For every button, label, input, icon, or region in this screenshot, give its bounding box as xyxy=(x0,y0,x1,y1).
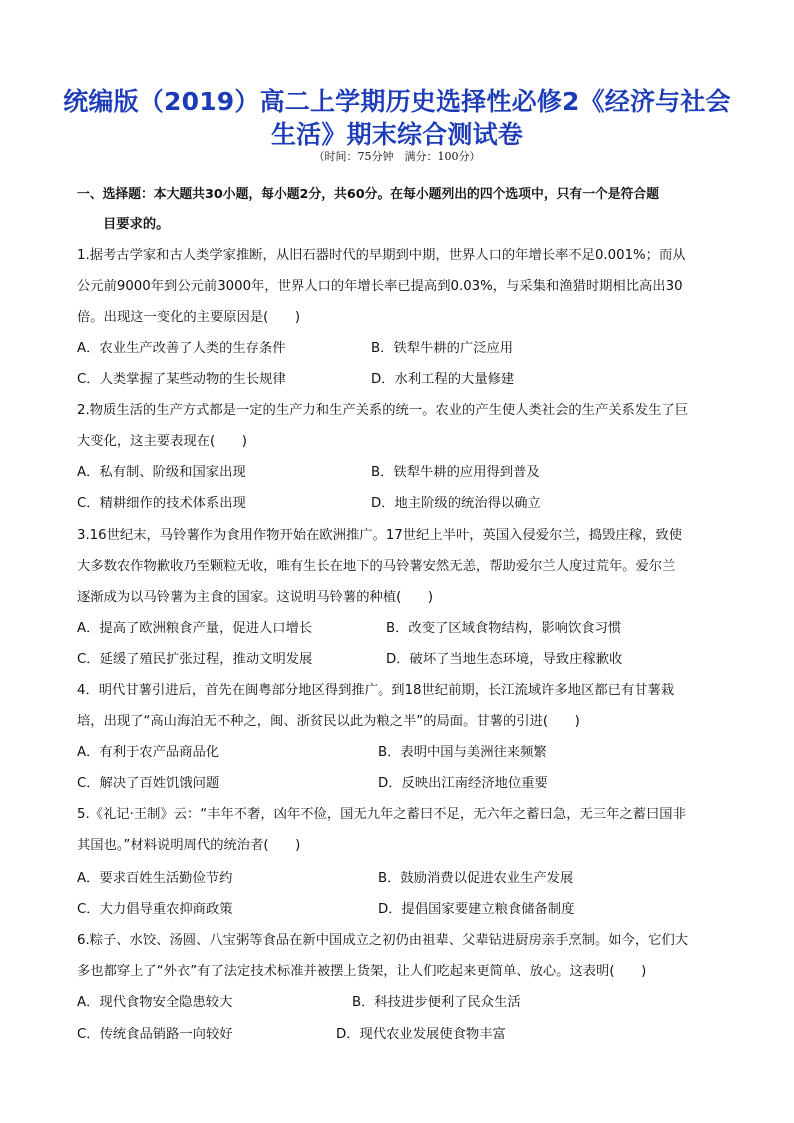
question-4-line-2: 培，出现了“高山海泊无不种之，闽、浙贫民以此为粮之半”的局面。甘薯的引进( ) xyxy=(77,714,580,729)
question-4-line-1: 4．明代甘薯引进后，首先在闽粤部分地区得到推广。到18世纪前期，长江流域许多地区都已有甘薯栽 xyxy=(77,683,675,698)
question-3-line-2: 大多数农作物歉收乃至颗粒无收，唯有生长在地下的马铃薯安然无恙，帮助爱尔兰人度过荒年。爱尔兰 xyxy=(77,559,676,574)
question-4-option-a[interactable]: A．有利于农产品商品化 xyxy=(77,745,220,760)
question-1-option-d[interactable]: D．水利工程的大量修建 xyxy=(371,372,515,387)
question-3-line-3: 逐渐成为以马铃薯为主食的国家。这说明马铃薯的种植( ) xyxy=(77,590,434,605)
exam-title-line-1: 统编版（2019）高二上学期历史选择性必修2《经济与社会 xyxy=(63,87,731,116)
question-6-option-b[interactable]: B．科技进步便利了民众生活 xyxy=(352,995,521,1010)
exam-time-score: （时间：75分钟 满分：100分） xyxy=(313,150,481,163)
question-2-option-d[interactable]: D．地主阶级的统治得以确立 xyxy=(371,496,541,511)
question-3-option-c[interactable]: C．延缓了殖民扩张过程，推动文明发展 xyxy=(77,652,313,667)
question-1-line-3: 倍。出现这一变化的主要原因是( ) xyxy=(77,310,301,325)
question-2-option-a[interactable]: A．私有制、阶级和国家出现 xyxy=(77,465,246,480)
question-3-option-a[interactable]: A．提高了欧洲粮食产量，促进人口增长 xyxy=(77,621,313,636)
question-6-option-d[interactable]: D．现代农业发展使食物丰富 xyxy=(336,1027,506,1042)
question-3-line-1: 3.16世纪末，马铃薯作为食用作物开始在欧洲推广。17世纪上半叶，英国入侵爱尔兰，捣毁庄稼，致使 xyxy=(77,528,682,543)
question-1-option-b[interactable]: B．铁犁牛耕的广泛应用 xyxy=(371,341,514,356)
question-4-option-d[interactable]: D．反映出江南经济地位重要 xyxy=(378,776,548,791)
question-5-option-a[interactable]: A．要求百姓生活勤俭节约 xyxy=(77,871,233,886)
question-1-option-a[interactable]: A．农业生产改善了人类的生存条件 xyxy=(77,341,286,356)
question-1-line-1: 1.据考古学家和古人类学家推断，从旧石器时代的早期到中期，世界人口的年增长率不足0.001%；而从 xyxy=(77,248,686,263)
question-5-line-2: 其国也。”材料说明周代的统治者( ) xyxy=(77,838,301,853)
question-6-option-a[interactable]: A．现代食物安全隐患较大 xyxy=(77,995,233,1010)
question-1-line-2: 公元前9000年到公元前3000年，世界人口的年增长率已提高到0.03%，与采集和渔猎时期相比高出30 xyxy=(77,279,683,294)
exam-title-line-2: 生活》期末综合测试卷 xyxy=(270,120,523,149)
question-6-line-1: 6.粽子、水饺、汤圆、八宝粥等食品在新中国成立之初仍由祖辈、父辈钻进厨房亲手烹制。如今，它们大 xyxy=(77,933,689,948)
question-2-option-b[interactable]: B．铁犁牛耕的应用得到普及 xyxy=(371,465,540,480)
question-5-option-c[interactable]: C．大力倡导重农抑商政策 xyxy=(77,902,233,917)
question-2-option-c[interactable]: C．精耕细作的技术体系出现 xyxy=(77,496,246,511)
question-4-option-b[interactable]: B．表明中国与美洲往来频繁 xyxy=(378,745,547,760)
question-5-line-1: 5.《礼记·王制》云：“丰年不奢，凶年不俭，国无九年之蓄曰不足，无六年之蓄曰急，无三年之蓄曰国非 xyxy=(77,807,686,822)
question-6-option-c[interactable]: C．传统食品销路一向较好 xyxy=(77,1027,233,1042)
question-5-option-b[interactable]: B．鼓励消费以促进农业生产发展 xyxy=(378,871,574,886)
section-instruction-line-1: 一、选择题：本大题共30小题，每小题2分，共60分。在每小题列出的四个选项中，只有一个是符合题 xyxy=(77,187,659,202)
question-2-line-1: 2.物质生活的生产方式都是一定的生产力和生产关系的统一。农业的产生使人类社会的生产关系发生了巨 xyxy=(77,403,689,418)
question-2-line-2: 大变化，这主要表现在( ) xyxy=(77,434,247,449)
question-5-option-d[interactable]: D．提倡国家要建立粮食储备制度 xyxy=(378,902,575,917)
question-6-line-2: 多也都穿上了“外衣”有了法定技术标准并被摆上货架，让人们吃起来更简单、放心。这表明( ) xyxy=(77,964,647,979)
question-3-option-d[interactable]: D．破坏了当地生态环境，导致庄稼歉收 xyxy=(386,652,623,667)
question-1-option-c[interactable]: C．人类掌握了某些动物的生长规律 xyxy=(77,372,286,387)
question-3-option-b[interactable]: B．改变了区域食物结构，影响饮食习惯 xyxy=(386,621,622,636)
section-instruction-line-2: 目要求的。 xyxy=(103,217,170,232)
question-4-option-c[interactable]: C．解决了百姓饥饿问题 xyxy=(77,776,220,791)
